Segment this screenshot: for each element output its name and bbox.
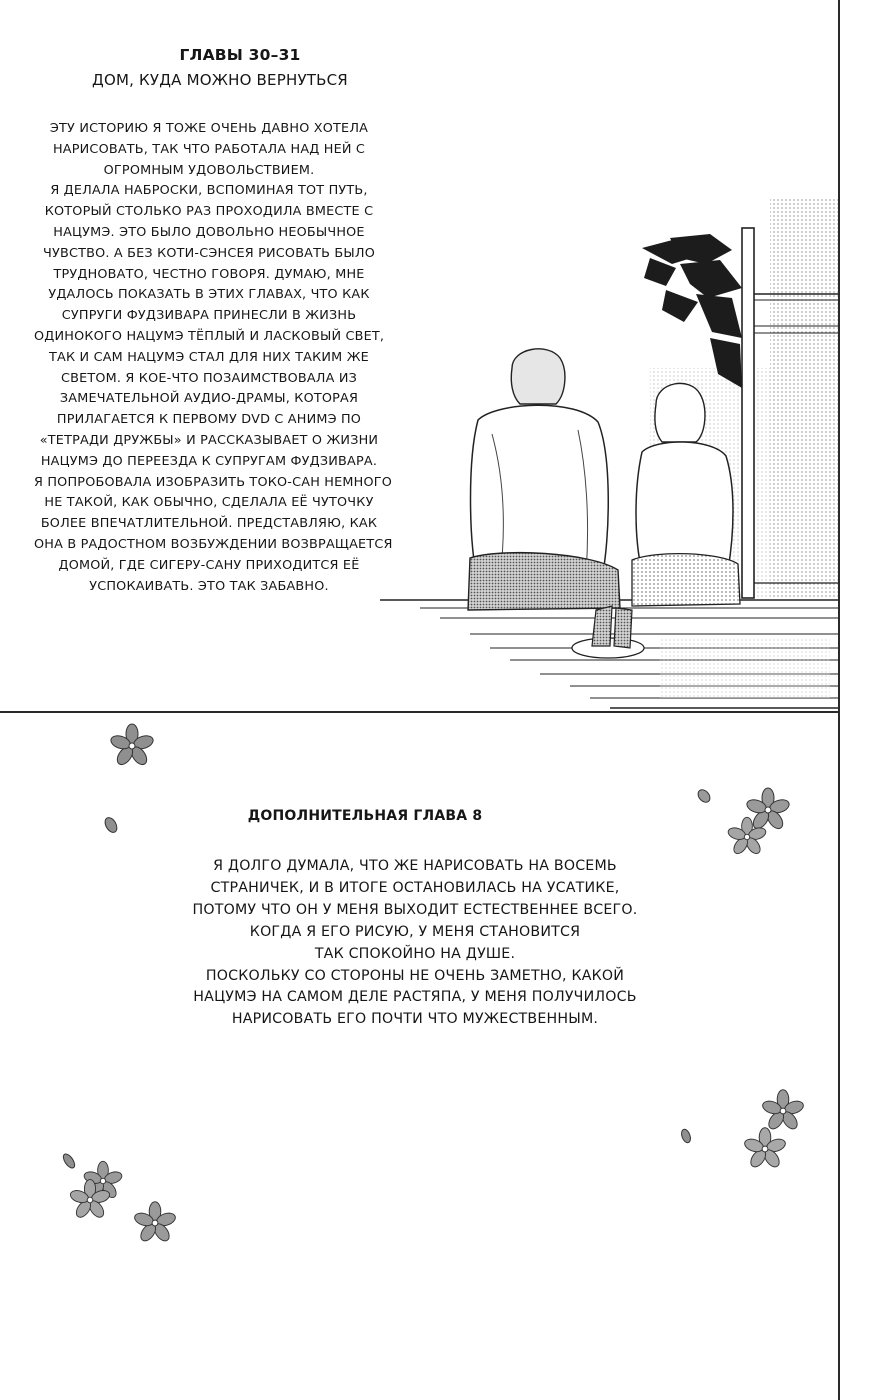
section2-body: [150, 856, 680, 1031]
right-page-border: [838, 0, 840, 1400]
body-line: СУПРУГИ ФУДЗИВАРА ПРИНЕСЛИ В ЖИЗНЬ: [61, 308, 357, 324]
watermelon-plate: [572, 606, 644, 658]
sakura-blossom-icon: [128, 1196, 182, 1250]
body-line: УДАЛОСЬ ПОКАЗАТЬ В ЭТИХ ГЛАВАХ, ЧТО КАК: [48, 287, 370, 303]
body-line: ТАК И САМ НАЦУМЭ СТАЛ ДЛЯ НИХ ТАКИМ ЖЕ: [49, 349, 369, 365]
body-line: ОНА В РАДОСТНОМ ВОЗБУЖДЕНИИ ВОЗВРАЩАЕТСЯ: [34, 536, 393, 552]
body-line: ОДИНОКОГО НАЦУМЭ ТЁПЛЫЙ И ЛАСКОВЫЙ СВЕТ,: [34, 328, 385, 344]
body-line: Я ДЕЛАЛА НАБРОСКИ, ВСПОМИНАЯ ТОТ ПУТЬ,: [50, 183, 368, 199]
body-line: «ТЕТРАДИ ДРУЖБЫ» И РАССКАЗЫВАЕТ О ЖИЗНИ: [39, 432, 379, 448]
body-line: Я ПОПРОБОВАЛА ИЗОБРАЗИТЬ ТОКО-САН НЕМНОГО: [34, 474, 393, 490]
body-line: КОГДА Я ЕГО РИСУЮ, У МЕНЯ СТАНОВИТСЯ: [249, 923, 581, 940]
body-line: НАРИСОВАТЬ, ТАК ЧТО РАБОТАЛА НАД НЕЙ С: [52, 141, 366, 157]
body-line: ЭТУ ИСТОРИЮ Я ТОЖЕ ОЧЕНЬ ДАВНО ХОТЕЛА: [49, 121, 369, 136]
body-line: СТРАНИЧЕК, И В ИТОГЕ ОСТАНОВИЛАСЬ НА УСАТИКЕ,: [210, 879, 620, 896]
body-line: ЧУВСТВО. А БЕЗ КОТИ-СЭНСЕЯ РИСОВАТЬ БЫЛО: [43, 245, 375, 261]
sakura-petal-icon: [100, 814, 122, 836]
body-line: СВЕТОМ. Я КОЕ-ЧТО ПОЗАИМСТВОВАЛА ИЗ: [60, 370, 358, 386]
sakura-blossom-icon: [738, 1122, 792, 1176]
section2-title: ДОПОЛНИТЕЛЬНАЯ ГЛАВА 8: [247, 808, 483, 824]
sakura-petal-icon: [58, 1150, 80, 1172]
body-line: НАЦУМЭ НА САМОМ ДЕЛЕ РАСТЯПА, У МЕНЯ ПОЛУЧИЛОСЬ: [193, 989, 637, 1006]
seated-man-figure: [468, 349, 620, 610]
body-line: ЗАМЕЧАТЕЛЬНОЙ АУДИО-ДРАМЫ, КОТОРАЯ: [59, 391, 359, 407]
section1-title: ГЛАВЫ 30–31: [179, 46, 301, 64]
body-line: БОЛЕЕ ВПЕЧАТЛИТЕЛЬНОЙ. ПРЕДСТАВЛЯЮ, КАК: [40, 516, 378, 532]
body-line: ТАК СПОКОЙНО НА ДУШЕ.: [314, 945, 516, 962]
body-line: Я ДОЛГО ДУМАЛА, ЧТО ЖЕ НАРИСОВАТЬ НА ВОСЕМЬ: [213, 858, 617, 874]
body-line: КОТОРЫЙ СТОЛЬКО РАЗ ПРОХОДИЛА ВМЕСТЕ С: [44, 204, 374, 220]
sakura-blossom-icon: [722, 812, 772, 862]
sakura-blossom-icon: [64, 1174, 116, 1226]
section1-subtitle: ДОМ, КУДА МОЖНО ВЕРНУТЬСЯ: [92, 71, 348, 89]
section1-body: [34, 119, 393, 597]
body-line: НАЦУМЭ. ЭТО БЫЛО ДОВОЛЬНО НЕОБЫЧНОЕ: [53, 224, 365, 240]
body-line: ПОТОМУ ЧТО ОН У МЕНЯ ВЫХОДИТ ЕСТЕСТВЕННЕЕ ВСЕГО.: [192, 901, 638, 918]
body-line: НАЦУМЭ ДО ПЕРЕЕЗДА К СУПРУГАМ ФУДЗИВАРА.: [40, 453, 378, 469]
sakura-petal-icon: [694, 786, 714, 806]
veranda-illustration: [380, 198, 838, 710]
maple-leaves: [642, 234, 742, 388]
body-line: ТРУДНОВАТО, ЧЕСТНО ГОВОРЯ. ДУМАЮ, МНЕ: [53, 266, 365, 282]
body-line: ПОСКОЛЬКУ СО СТОРОНЫ НЕ ОЧЕНЬ ЗАМЕТНО, КАКОЙ: [205, 967, 625, 984]
body-line: ДОМОЙ, ГДЕ СИГЕРУ-САНУ ПРИХОДИТСЯ ЕЁ: [58, 557, 360, 573]
section-divider: [0, 711, 838, 713]
body-line: НЕ ТАКОЙ, КАК ОБЫЧНО, СДЕЛАЛА ЕЁ ЧУТОЧКУ: [44, 495, 374, 511]
body-line: ОГРОМНЫМ УДОВОЛЬСТВИЕМ.: [103, 162, 315, 178]
body-line: ПРИЛАГАЕТСЯ К ПЕРВОМУ DVD С АНИМЭ ПО: [56, 412, 362, 428]
sakura-blossom-icon: [104, 718, 160, 774]
body-line: НАРИСОВАТЬ ЕГО ПОЧТИ ЧТО МУЖЕСТВЕННЫМ.: [231, 1011, 599, 1028]
sakura-petal-icon: [676, 1126, 696, 1146]
body-line: УСПОКАИВАТЬ. ЭТО ТАК ЗАБАВНО.: [89, 578, 329, 594]
